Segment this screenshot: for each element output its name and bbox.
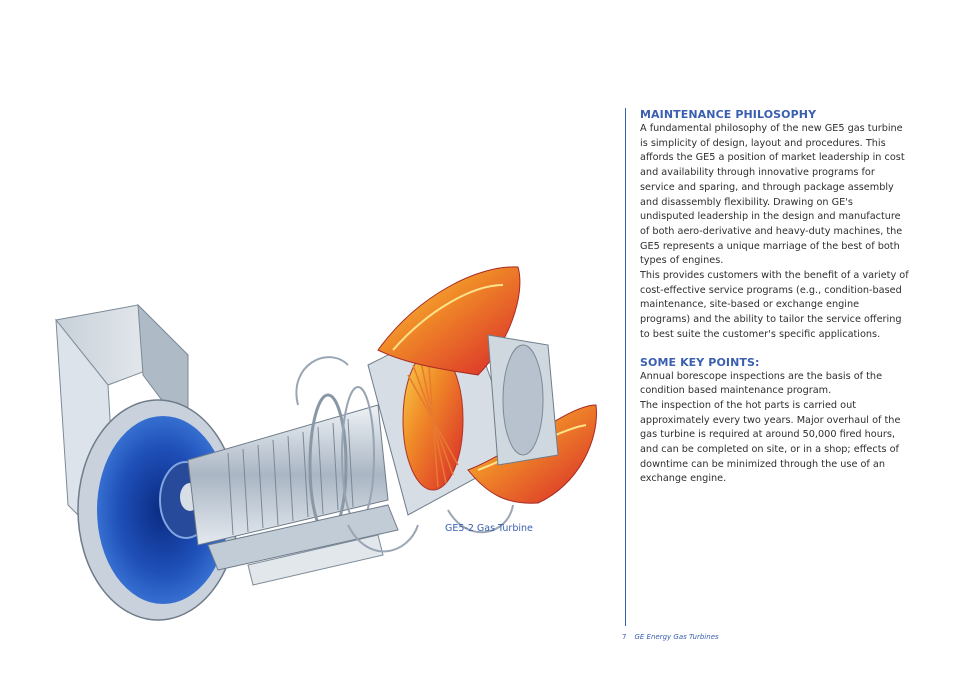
figure-caption: GE5-2 Gas Turbine — [445, 523, 533, 534]
document-title: GE Energy Gas Turbines — [634, 633, 719, 641]
paragraph: The inspection of the hot parts is carried out approximately every two years. Major overhaul of the gas turbine is required at around 50,000 fired hours, and can be completed on site, or in a shop; effects of downtime can be minimized through the use of an exchange engine. — [640, 399, 901, 485]
page-number: 7 — [622, 633, 627, 641]
paragraph: A fundamental philosophy of the new GE5 gas turbine is simplicity of design, layout and procedures. This affords the GE5 a position of market leadership in cost and availability through innovative programs for service and sparing, and through package assembly and disassembly flexibility. Drawing on GE's undisputed leadership in the design and manufacture of both aero-derivative and heavy-duty machines, the GE5 represents a unique marriage of the best of both types of engines. — [640, 123, 905, 267]
text-column — [640, 107, 910, 487]
vertical-divider — [625, 108, 626, 626]
gas-turbine-illustration — [48, 255, 608, 635]
section-heading-key-points: SOME KEY POINTS: — [640, 355, 760, 369]
paragraph: This provides customers with the benefit of a variety of cost-effective service programs (e.g., condition-based maintenance, site-based or exchange engine programs) and the ability to tailor the service offering to best suite the customer's specific applications. — [640, 270, 909, 340]
paragraph: Annual borescope inspections are the basis of the condition based maintenance program. — [640, 370, 883, 397]
section-heading-maintenance: MAINTENANCE PHILOSOPHY — [640, 108, 817, 121]
page-footer — [622, 633, 719, 641]
